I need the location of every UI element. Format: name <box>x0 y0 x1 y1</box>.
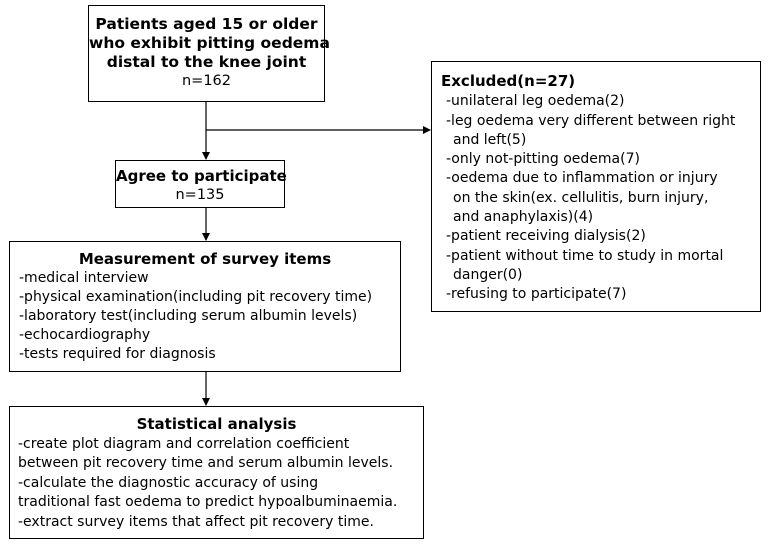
measurement-item: -echocardiography <box>19 327 151 343</box>
statistics-title: Statistical analysis <box>136 415 297 433</box>
agree-title: Agree to participate <box>116 167 287 185</box>
measurement-item: -medical interview <box>19 270 149 286</box>
patients-line-2: who exhibit pitting oedema <box>89 34 330 52</box>
excluded-item: -unilateral leg oedema(2) <box>446 93 625 110</box>
statistics-line: between pit recovery time and serum albumin levels. <box>18 455 394 471</box>
excluded-item-continued: and anaphylaxis)(4) <box>453 209 594 226</box>
agree-to-participate-box <box>115 160 285 208</box>
excluded-item: -patient without time to study in mortal <box>446 247 724 264</box>
agree-count: n=135 <box>175 187 225 203</box>
excluded-item: -only not-pitting oedema(7) <box>446 151 640 168</box>
measurement-item: -tests required for diagnosis <box>19 346 216 362</box>
excluded-box <box>431 61 761 312</box>
patients-count: n=162 <box>181 73 231 89</box>
excluded-item: -patient receiving dialysis(2) <box>446 228 646 245</box>
measurement-title: Measurement of survey items <box>78 250 332 268</box>
excluded-item: -oedema due to inflammation or injury <box>446 170 718 187</box>
statistics-line: -extract survey items that affect pit recovery time. <box>18 513 374 530</box>
statistics-line: traditional fast oedema to predict hypoalbuminaemia. <box>18 494 398 510</box>
excluded-item: -refusing to participate(7) <box>446 286 627 303</box>
patients-line-3: distal to the knee joint <box>106 53 307 71</box>
excluded-item-continued: on the skin(ex. cellulitis, burn injury, <box>453 189 709 206</box>
excluded-title: Excluded(n=27) <box>441 72 576 90</box>
measurement-item: -physical examination(including pit recovery time) <box>19 289 373 305</box>
patients-line-1: Patients aged 15 or older <box>95 15 318 33</box>
excluded-item-continued: and left(5) <box>453 131 527 148</box>
excluded-item: -leg oedema very different between right <box>446 112 736 129</box>
statistics-line: -calculate the diagnostic accuracy of using <box>18 474 319 491</box>
measurement-item: -laboratory test(including serum albumin levels) <box>19 308 358 324</box>
statistical-analysis-box <box>9 406 424 539</box>
measurement-survey-items-box <box>9 241 401 372</box>
excluded-item-continued: danger(0) <box>453 266 523 283</box>
patients-eligibility-box <box>88 5 330 102</box>
statistics-line: -create plot diagram and correlation coefficient <box>18 435 350 452</box>
